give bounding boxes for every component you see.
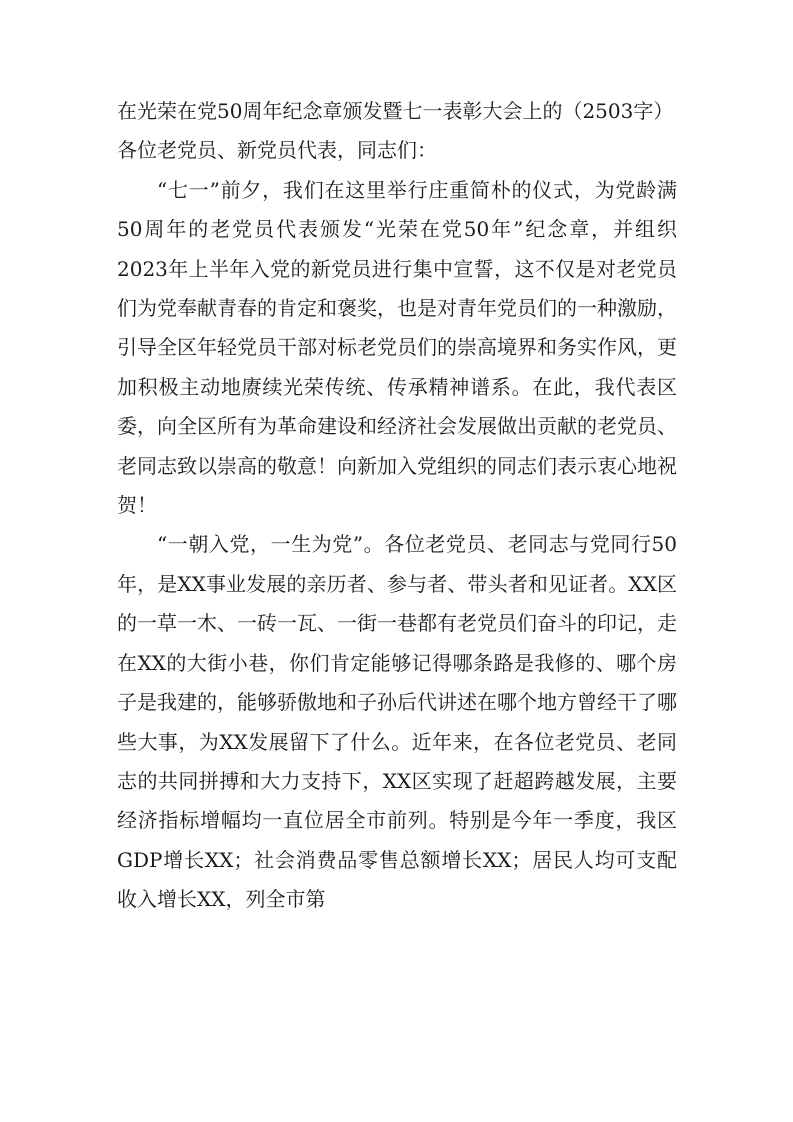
paragraph-1: “七一”前夕，我们在这里举行庄重简朴的仪式，为党龄满50周年的老党员代表颁发“光荣在党50年”纪念章，并组织2023年上半年入党的新党员进行集中宣誓，这不仅是对老党员们为党奉献青春的肯定和褒奖，也是对青年党员们的一种激励，引导全区年轻党员干部对标老党员们的崇高境界和务实作风，更加积极主动地赓续光荣传统、传承精神谱系。在此，我代表区委，向全区所有为革命建设和经济社会发展做出贡献的老党员、老同志致以崇高的敬意！向新加入党组织的同志们表示衷心地祝贺！: [117, 177, 677, 518]
document-title: 在光荣在党50周年纪念章颁发暨七一表彰大会上的（2503字）: [117, 99, 674, 123]
salutation: 各位老党员、新党员代表，同志们：: [117, 138, 437, 163]
document-body: [117, 92, 677, 920]
paragraph-2: “一朝入党，一生为党”。各位老党员、老同志与党同行50年，是XX事业发展的亲历者、参与者、带头者和见证者。XX区的一草一木、一砖一瓦、一街一巷都有老党员们奋斗的印记，走在XX的大街小巷，你们肯定能够记得哪条路是我修的、哪个房子是我建的，能够骄傲地和子孙后代讲述在哪个地方曾经干了哪些大事，为XX发展留下了什么。近年来，在各位老党员、老同志的共同拼搏和大力支持下，XX区实现了赶超跨越发展，主要经济指标增幅均一直位居全市前列。特别是今年一季度，我区GDP增长XX；社会消费品零售总额增长XX；居民人均可支配收入增长XX，列全市第: [117, 532, 677, 912]
